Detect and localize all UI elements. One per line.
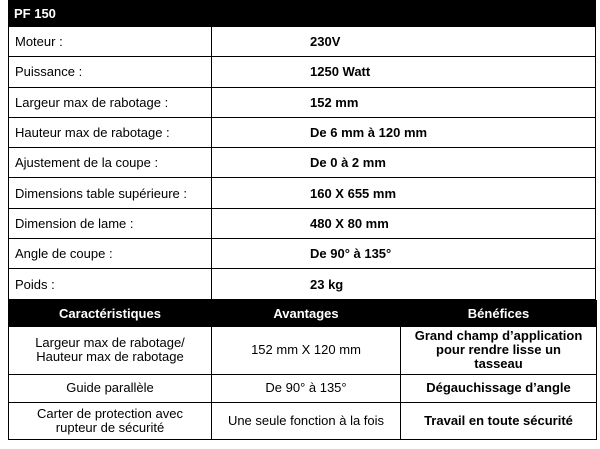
spec-value: 480 X 80 mm <box>212 208 596 238</box>
spec-row <box>9 57 596 87</box>
product-sheet <box>8 0 596 440</box>
spec-value: De 0 à 2 mm <box>212 148 596 178</box>
spec-value: 1250 Watt <box>212 57 596 87</box>
header-avantages: Avantages <box>212 300 401 326</box>
feature-row <box>9 374 597 402</box>
spec-row <box>9 239 596 269</box>
spec-row <box>9 178 596 208</box>
text-line: Guide parallèle <box>66 380 154 396</box>
feature-caracteristique <box>9 374 212 402</box>
text-line: Grand champ d’application <box>414 328 583 344</box>
spec-value: 23 kg <box>212 269 596 299</box>
feature-benefice <box>401 402 597 439</box>
spec-value: 160 X 655 mm <box>212 178 596 208</box>
features-table <box>8 300 597 440</box>
text-line: Largeur max de rabotage/ <box>35 335 185 351</box>
feature-avantage: 152 mm X 120 mm <box>212 326 401 374</box>
feature-caracteristique <box>9 326 212 374</box>
spec-label: Dimensions table supérieure : <box>9 178 212 208</box>
spec-label: Dimension de lame : <box>9 208 212 238</box>
spec-label: Angle de coupe : <box>9 239 212 269</box>
feature-avantage: Une seule fonction à la fois <box>212 402 401 439</box>
spec-value: 230V <box>212 27 596 57</box>
spec-table <box>8 26 596 300</box>
spec-value: 152 mm <box>212 87 596 117</box>
text-line: Hauteur max de rabotage <box>36 349 184 365</box>
text-line: Carter de protection avec <box>37 405 183 421</box>
feature-benefice <box>401 374 597 402</box>
header-benefices: Bénéfices <box>401 300 597 326</box>
text-line: Travail en toute sécurité <box>424 412 573 428</box>
spec-label: Moteur : <box>9 27 212 57</box>
spec-value: De 90° à 135° <box>212 239 596 269</box>
product-title: PF 150 <box>8 0 596 26</box>
spec-row <box>9 87 596 117</box>
feature-row <box>9 326 597 374</box>
feature-caracteristique <box>9 402 212 439</box>
feature-benefice <box>401 326 597 374</box>
features-header-row <box>9 300 597 326</box>
spec-label: Puissance : <box>9 57 212 87</box>
spec-value: De 6 mm à 120 mm <box>212 117 596 147</box>
spec-row <box>9 27 596 57</box>
text-line: rupteur de sécurité <box>55 419 165 435</box>
text-line: pour rendre lisse un <box>436 342 561 358</box>
text-line: Dégauchissage d’angle <box>426 380 571 396</box>
text-line: tasseau <box>474 356 523 372</box>
header-caracteristiques: Caractéristiques <box>9 300 212 326</box>
spec-label: Ajustement de la coupe : <box>9 148 212 178</box>
spec-row <box>9 208 596 238</box>
spec-row <box>9 148 596 178</box>
feature-row <box>9 402 597 439</box>
spec-row <box>9 269 596 299</box>
spec-label: Largeur max de rabotage : <box>9 87 212 117</box>
spec-label: Poids : <box>9 269 212 299</box>
feature-avantage: De 90° à 135° <box>212 374 401 402</box>
spec-row <box>9 117 596 147</box>
spec-label: Hauteur max de rabotage : <box>9 117 212 147</box>
